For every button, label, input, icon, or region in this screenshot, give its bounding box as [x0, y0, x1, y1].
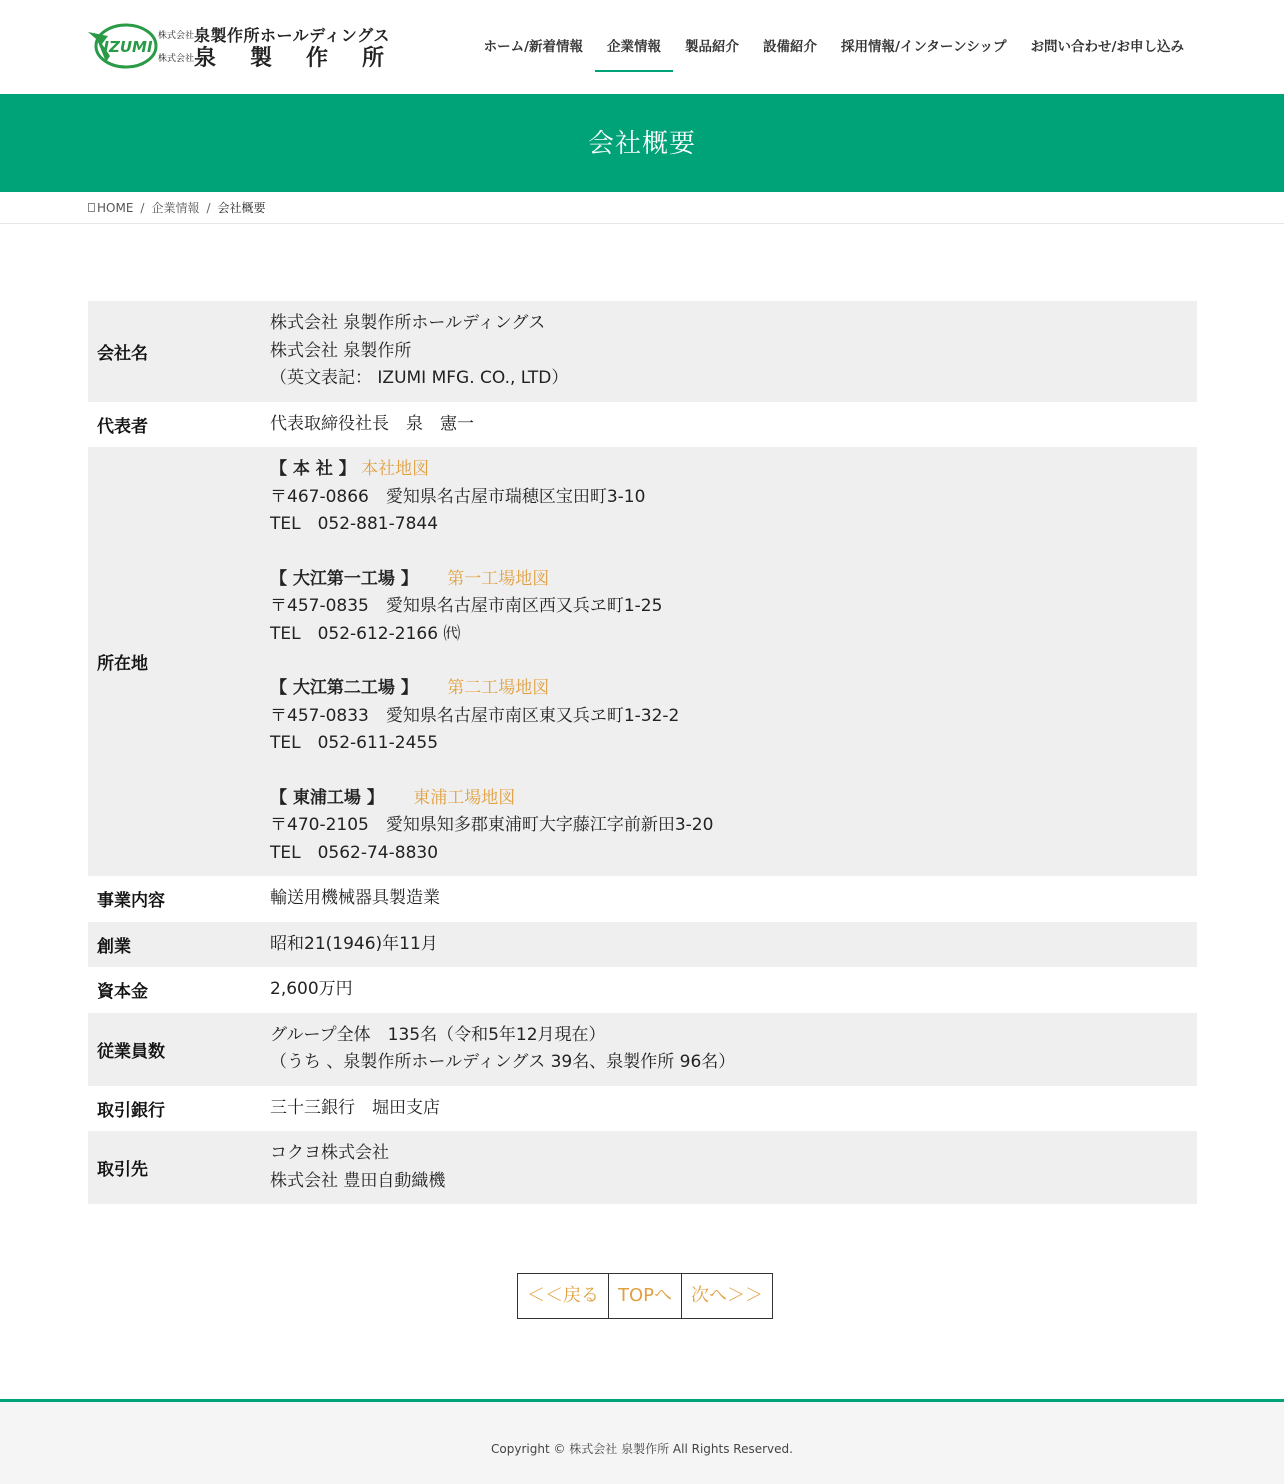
row-value	[270, 876, 1197, 922]
home-icon	[88, 203, 95, 212]
nav-products[interactable]: 製品紹介	[685, 39, 740, 55]
prev-button[interactable]: ＜＜戻る	[518, 1274, 609, 1318]
map-link-headquarters[interactable]: 本社地図	[361, 459, 430, 479]
client-line: コクヨ株式会社	[270, 1143, 389, 1163]
bank-value: 三十三銀行 堀田支店	[270, 1097, 440, 1118]
row-label: 資本金	[97, 982, 148, 1003]
site-heading	[270, 675, 1197, 703]
nav-home[interactable]: ホーム/新着情報	[483, 39, 584, 55]
table-row-locations	[88, 447, 1197, 876]
breadcrumb-separator: /	[206, 200, 211, 215]
breadcrumb-company[interactable]: 企業情報	[151, 200, 200, 215]
breadcrumb-separator: /	[140, 200, 145, 215]
site-address: 〒457-0835 愛知県名古屋市南区西又兵ヱ町1-25	[270, 596, 663, 616]
company-info-table	[88, 301, 1197, 1204]
row-label: 創業	[97, 936, 131, 957]
employees-line: グループ全体 135名（令和5年12月現在）	[270, 1024, 606, 1045]
nav-recruit[interactable]: 採用情報/インターンシップ	[841, 39, 1007, 55]
row-value	[270, 402, 1197, 448]
representative-value: 代表取締役社長 泉 憲一	[270, 413, 474, 434]
page-title: 会社概要	[587, 129, 696, 159]
site-address: 〒470-2105 愛知県知多郡東浦町大字藤江字前新田3-20	[270, 815, 714, 835]
table-row-representative	[88, 402, 1197, 448]
map-link-factory-2[interactable]: 第二工場地図	[447, 678, 550, 698]
site-name: 【 東浦工場 】	[270, 787, 384, 808]
map-link-factory-1[interactable]: 第一工場地図	[447, 568, 550, 589]
site-footer	[0, 1399, 1284, 1484]
table-row-founded	[88, 922, 1197, 968]
table-row-business	[88, 876, 1197, 922]
site-tel: TEL 052-612-2166 ㈹	[270, 623, 461, 644]
row-label: 事業内容	[97, 891, 165, 912]
nav-contact[interactable]: お問い合わせ/お申し込み	[1030, 39, 1184, 55]
table-row-capital	[88, 967, 1197, 1013]
capital-value: 2,600万円	[270, 979, 353, 999]
row-label: 取引銀行	[97, 1100, 165, 1121]
site-name: 【 大江第一工場 】	[270, 568, 418, 589]
logo-prefix-2: 株式会社	[158, 54, 195, 64]
izumi-logo-icon	[88, 22, 158, 70]
company-name-line: （英文表記： IZUMI MFG. CO., LTD）	[270, 368, 569, 388]
row-value	[270, 922, 1197, 968]
row-label: 代表者	[97, 416, 148, 437]
row-value	[270, 1086, 1197, 1132]
next-button[interactable]: 次へ＞＞	[691, 1285, 764, 1306]
breadcrumb-home[interactable]: HOME	[97, 200, 134, 215]
spacer	[270, 648, 1197, 675]
site-header	[0, 0, 1284, 94]
row-value	[270, 447, 1197, 876]
spacer	[270, 758, 1197, 785]
company-name-line: 株式会社 泉製作所ホールディングス	[270, 313, 546, 333]
row-value	[270, 1013, 1197, 1086]
page-header-band	[0, 94, 1284, 192]
business-value: 輸送用機械器具製造業	[270, 888, 440, 908]
site-heading	[270, 456, 1197, 484]
site-name: 【 大江第二工場 】	[270, 678, 418, 698]
site-tel: TEL 052-611-2455	[270, 733, 439, 753]
site-logo[interactable]	[88, 20, 419, 72]
table-row-company-name	[88, 301, 1197, 402]
global-nav	[472, 0, 1196, 94]
spacer	[270, 539, 1197, 566]
table-row-employees	[88, 1013, 1197, 1086]
logo-company-main: 泉製作所	[194, 46, 419, 71]
founded-value: 昭和21(1946)年11月	[270, 933, 438, 954]
row-label: 会社名	[97, 343, 148, 364]
site-address: 〒457-0833 愛知県名古屋市南区東又兵ヱ町1-32-2	[270, 705, 680, 726]
site-heading	[270, 785, 1197, 813]
row-label: 所在地	[97, 654, 148, 674]
site-heading	[270, 566, 1197, 594]
breadcrumb-current: 会社概要	[217, 200, 266, 215]
row-label: 取引先	[97, 1160, 148, 1180]
site-tel: TEL 0562-74-8830	[270, 842, 439, 863]
site-name: 【 本 社 】	[270, 459, 356, 479]
copyright: Copyright © 株式会社 泉製作所 All Rights Reserved.	[491, 1442, 793, 1456]
row-value	[270, 1131, 1197, 1204]
logo-prefix-1: 株式会社	[158, 31, 195, 41]
top-button[interactable]: TOPへ	[609, 1274, 682, 1318]
table-row-clients	[88, 1131, 1197, 1204]
site-tel: TEL 052-881-7844	[270, 514, 439, 534]
employees-line: （うち 、泉製作所ホールディングス 39名、泉製作所 96名）	[270, 1052, 736, 1072]
company-name-line: 株式会社 泉製作所	[270, 340, 412, 361]
nav-company[interactable]: 企業情報	[595, 0, 673, 94]
map-link-higashiura[interactable]: 東浦工場地図	[413, 787, 516, 808]
logo-company-holdings: 泉製作所ホールディングス	[194, 26, 390, 45]
row-value	[270, 301, 1197, 402]
page-pager	[517, 1273, 773, 1319]
site-address: 〒467-0866 愛知県名古屋市瑞穂区宝田町3-10	[270, 486, 646, 507]
row-value	[270, 967, 1197, 1013]
row-label: 従業員数	[97, 1041, 165, 1062]
nav-equipment[interactable]: 設備紹介	[763, 39, 818, 55]
table-row-bank	[88, 1086, 1197, 1132]
svg-text:IZUMI: IZUMI	[103, 38, 153, 56]
breadcrumb	[0, 192, 1284, 224]
client-line: 株式会社 豊田自動織機	[270, 1170, 446, 1191]
